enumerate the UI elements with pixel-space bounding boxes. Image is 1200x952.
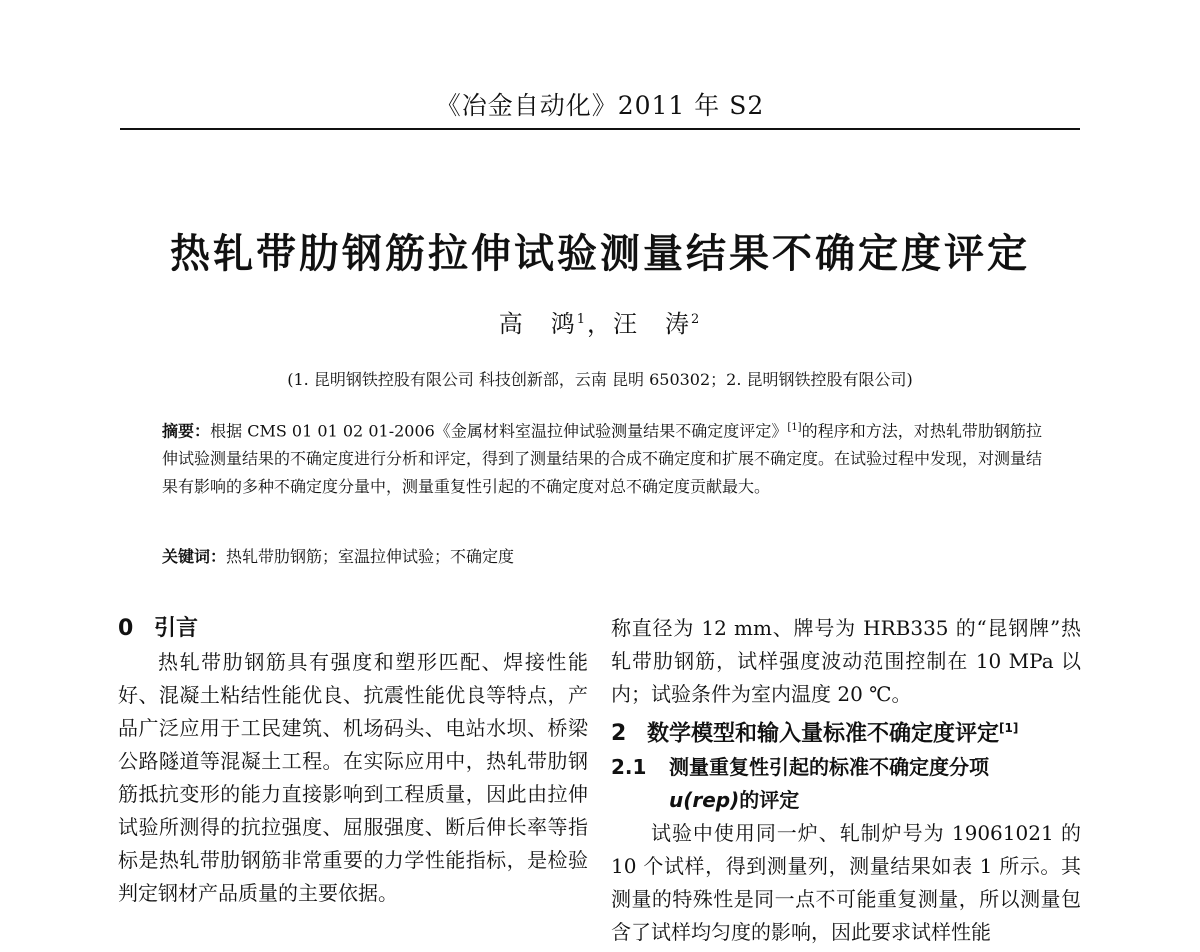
author-separator: ， (587, 310, 613, 338)
subsection-2-1-heading (611, 751, 1081, 784)
section-0-title: 引言 (154, 616, 199, 641)
subsection-2-1-tail: 的评定 (739, 788, 800, 813)
keywords (162, 543, 1042, 571)
section-2-citation: [1] (999, 721, 1019, 735)
subsection-2-1-title: 测量重复性引起的标准不确定度分项 (669, 755, 989, 780)
left-column (118, 612, 588, 910)
abstract (162, 414, 1042, 501)
abstract-text-start: 根据 CMS 01 01 02 01-2006《金属材料室温拉伸试验测量结果不确定度评定》 (210, 421, 788, 441)
intro-paragraph: 热轧带肋钢筋具有强度和塑形匹配、焊接性能好、混凝土粘结性能优良、抗震性能优良等特点，产品广泛应用于工民建筑、机场码头、电站水坝、桥梁公路隧道等混凝土工程。在实际应用中，热轧带肋钢筋抵抗变形的能力直接影响到工程质量，因此由拉伸试验所测得的抗拉强度、屈服强度、断后伸长率等指标是热轧带肋钢筋非常重要的力学性能指标，是检验判定钢材产品质量的主要依据。 (118, 650, 588, 905)
repeatability-paragraph: 试验中使用同一炉、轧制炉号为 19061021 的 10 个试样，得到测量列，测量结果如表 1 所示。其测量的特殊性是同一点不可能重复测量，所以测量包含了试样均匀度的影响，因此要求试样性能 (611, 821, 1081, 945)
affiliations: (1. 昆明钢铁控股有限公司 科技创新部，云南 昆明 650302；2. 昆明钢铁控股有限公司) (287, 370, 913, 389)
right-column (611, 612, 1081, 949)
section-0-heading (118, 612, 588, 646)
paper-title: 热轧带肋钢筋拉伸试验测量结果不确定度评定 (170, 231, 1030, 277)
abstract-citation: [1] (787, 422, 802, 433)
section-0-number: 0 (118, 616, 134, 641)
authors (0, 304, 1200, 339)
header-rule (120, 128, 1080, 130)
subsection-2-1-symbol: u(rep) (669, 788, 740, 813)
keywords-label: 关键词： (162, 547, 227, 566)
keywords-text: 热轧带肋钢筋；室温拉伸试验；不确定度 (226, 547, 515, 566)
author-2-affil-marker: 2 (691, 312, 702, 327)
section-2-number: 2 (611, 721, 627, 747)
subsection-2-1-number: 2.1 (611, 755, 647, 780)
author-1: 高 鸿 (498, 310, 577, 338)
section-2-heading (611, 711, 1081, 751)
running-head: 《冶金自动化》2011 年 S2 (435, 91, 765, 120)
abstract-label: 摘要： (162, 421, 211, 441)
subsection-2-1-heading-cont (611, 784, 1081, 817)
author-1-affil-marker: 1 (576, 312, 587, 327)
continued-paragraph: 称直径为 12 mm、牌号为 HRB335 的“昆钢牌”热轧带肋钢筋，试样强度波动范围控制在 10 MPa 以内；试验条件为室内温度 20 ℃。 (611, 616, 1081, 706)
author-2: 汪 涛 (613, 310, 691, 338)
abstract-text-end: 的程序和方法，对热轧带肋钢筋拉伸试验测量结果的不确定度进行分析和评定，得到了测量结果的合成不确定度和扩展不确定度。在试验过程中发现，对测量结果有影响的多种不确定度分量中，测量重复性引起的不确定度对总不确定度贡献最大。 (162, 421, 1043, 497)
section-2-title: 数学模型和输入量标准不确定度评定 (647, 721, 1000, 747)
